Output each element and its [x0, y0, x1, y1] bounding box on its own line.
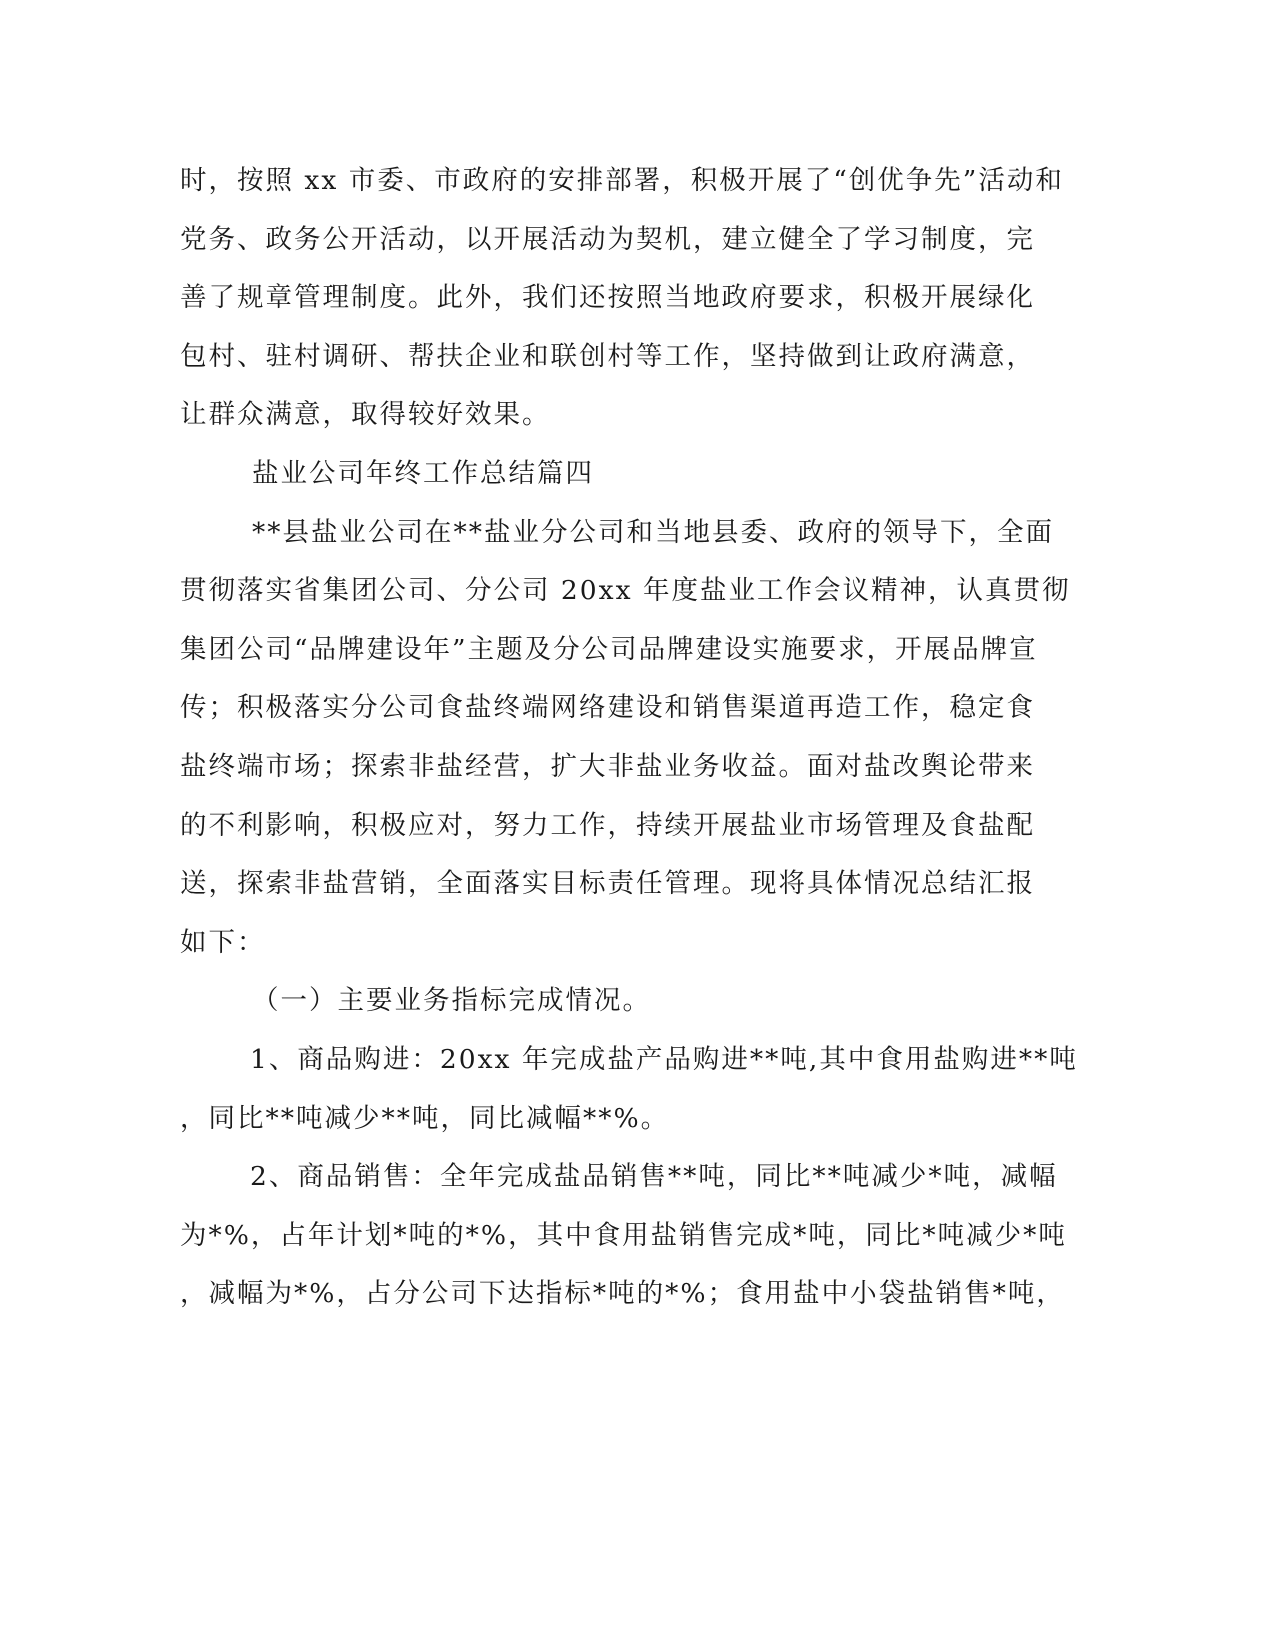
text-line: 集团公司“品牌建设年”主题及分公司品牌建设实施要求，开展品牌宣 — [180, 633, 1038, 665]
text-line: 让群众满意，取得较好效果。 — [180, 399, 551, 431]
text-line: 如下： — [180, 926, 266, 958]
text-line: 的不利影响，积极应对，努力工作，持续开展盐业市场管理及食盐配 — [180, 809, 1035, 841]
text-line: 为*%，占年计划*吨的*%，其中食用盐销售完成*吨，同比*吨减少*吨 — [180, 1219, 1067, 1251]
text-line: 善了规章管理制度。此外，我们还按照当地政府要求，积极开展绿化 — [180, 282, 1035, 314]
text-line: 送，探索非盐营销，全面落实目标责任管理。现将具体情况总结汇报 — [180, 868, 1035, 900]
text-line: 包村、驻村调研、帮扶企业和联创村等工作，坚持做到让政府满意， — [180, 340, 1035, 372]
document-body — [180, 152, 1078, 1324]
text-line: **县盐业公司在**盐业分公司和当地县委、政府的领导下，全面 — [252, 516, 1054, 548]
subsection-heading: （一）主要业务指标完成情况。 — [252, 985, 651, 1017]
text-line: 党务、政务公开活动，以开展活动为契机，建立健全了学习制度，完 — [180, 223, 1035, 255]
text-line: 贯彻落实省集团公司、分公司 20xx 年度盐业工作会议精神，认真贯彻 — [180, 575, 1071, 607]
text-line: 1、商品购进：20xx 年完成盐产品购进**吨,其中食用盐购进**吨 — [250, 1043, 1078, 1075]
section-heading: 盐业公司年终工作总结篇四 — [252, 457, 594, 489]
text-line: 盐终端市场；探索非盐经营，扩大非盐业务收益。面对盐改舆论带来 — [180, 750, 1035, 782]
text-line: 时，按照 xx 市委、市政府的安排部署，积极开展了“创优争先”活动和 — [180, 165, 1064, 196]
text-line: ，减幅为*%，占分公司下达指标*吨的*%；食用盐中小袋盐销售*吨， — [180, 1278, 1065, 1310]
text-line: 2、商品销售：全年完成盐品销售**吨，同比**吨减少*吨，减幅 — [250, 1161, 1058, 1193]
text-line: 传；积极落实分公司食盐终端网络建设和销售渠道再造工作，稳定食 — [180, 692, 1035, 724]
text-line: ，同比**吨减少**吨，同比减幅**%。 — [180, 1102, 670, 1134]
